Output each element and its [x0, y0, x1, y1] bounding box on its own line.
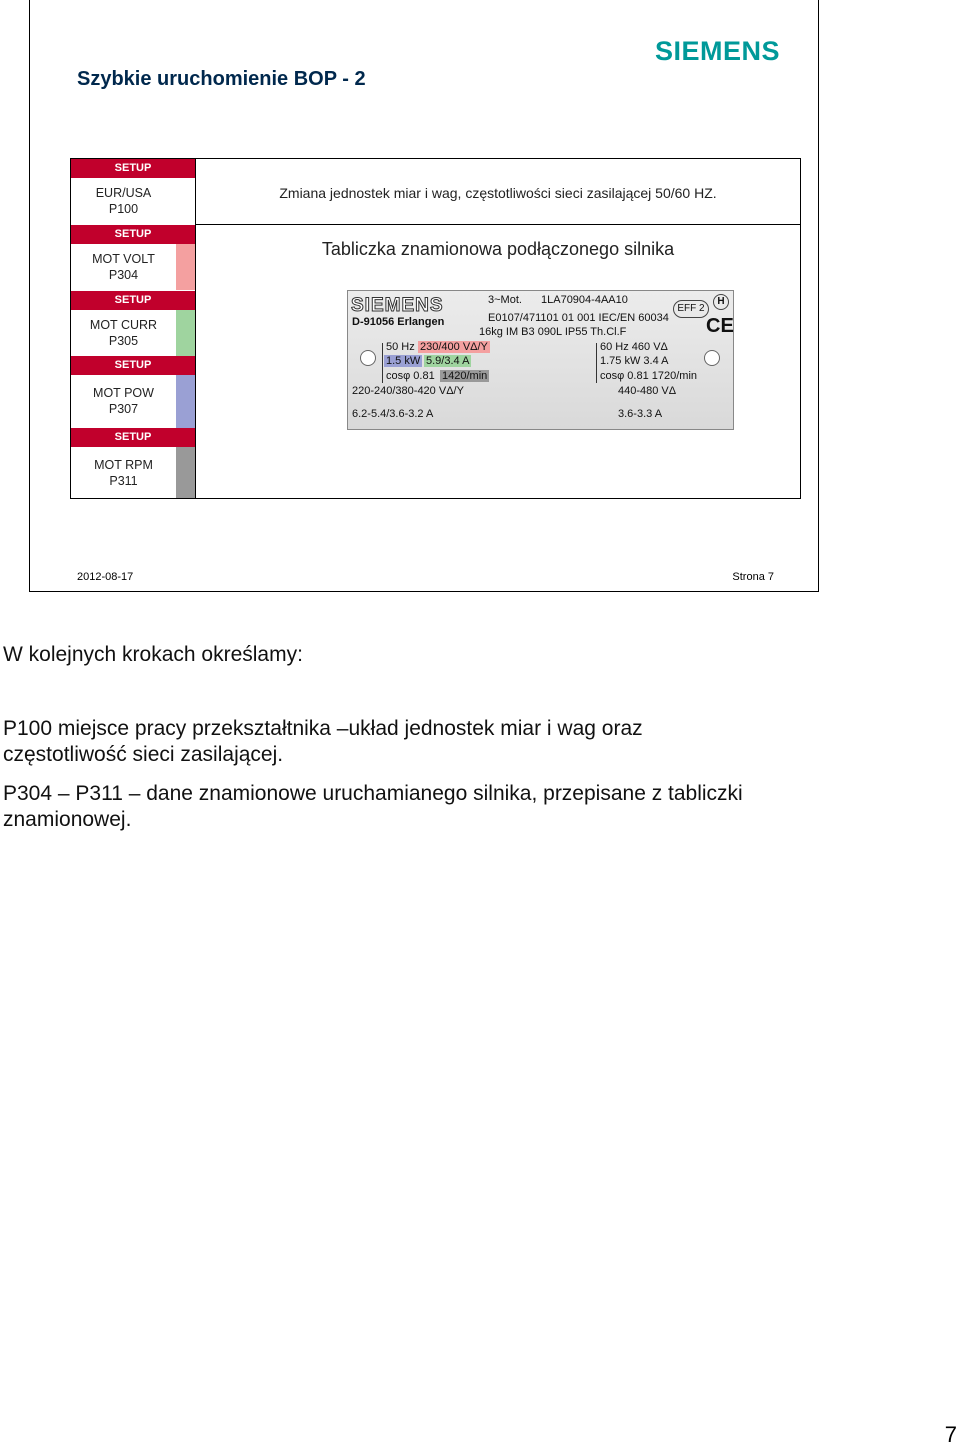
- nameplate-spec: 16kg IM B3 090L IP55 Th.Cl.F: [479, 326, 627, 338]
- nameplate-power-50: 1.5 kW: [386, 355, 421, 367]
- efficiency-badge: EFF 2: [673, 300, 709, 318]
- h-mark: H: [713, 294, 729, 310]
- param-p307: [71, 385, 176, 417]
- setup-header: SETUP: [71, 159, 195, 178]
- curr-color-bar: [176, 310, 195, 356]
- body-para2-line2: znamionowej.: [3, 808, 132, 831]
- slide-title: Szybkie uruchomienie BOP - 2: [77, 68, 366, 90]
- motor-nameplate: [347, 290, 734, 430]
- setup-header: SETUP: [71, 225, 195, 244]
- setup-header: SETUP: [71, 291, 195, 310]
- param-p305: [71, 317, 176, 349]
- units-description: Zmiana jednostek miar i wag, częstotliwości sieci zasilającej 50/60 HZ.: [279, 185, 717, 201]
- divider-line: [596, 343, 597, 383]
- param-label: EUR/USA: [95, 186, 152, 200]
- mounting-hole-icon: [704, 350, 720, 366]
- param-code: P305: [108, 334, 139, 348]
- parameter-table: [70, 158, 801, 499]
- nameplate-cos-60: cosφ 0.81 1720/min: [600, 370, 698, 382]
- nameplate-arange-50: 6.2-5.4/3.6-3.2 A: [352, 408, 434, 420]
- param-p311: [71, 457, 176, 489]
- footer-page: Strona 7: [732, 571, 774, 583]
- nameplate-vrange-50: 220-240/380-420 VΔ/Y: [352, 385, 464, 397]
- mounting-hole-icon: [360, 350, 376, 366]
- param-label: MOT CURR: [89, 318, 158, 332]
- footer-date: 2012-08-17: [77, 571, 134, 583]
- body-heading: W kolejnych krokach określamy:: [3, 643, 303, 666]
- param-label: MOT POW: [93, 386, 154, 400]
- param-p100: [71, 185, 176, 217]
- nameplate-vrange-60: 440-480 VΔ: [618, 385, 677, 397]
- param-code: P304: [108, 268, 139, 282]
- ce-mark: CE: [706, 315, 734, 337]
- nameplate-address: D-91056 Erlangen: [352, 316, 445, 328]
- nameplate-60hz: 60 Hz 460 VΔ: [600, 341, 668, 353]
- slide: [29, 0, 819, 592]
- row-divider: [196, 224, 800, 225]
- volt-color-bar: [176, 244, 195, 290]
- nameplate-cos-50: cosφ 0.81: [386, 370, 435, 382]
- body-para1-line2: częstotliwość sieci zasilającej.: [3, 743, 284, 766]
- nameplate-brand: SIEMENS: [351, 295, 444, 316]
- parameter-column: [71, 159, 196, 498]
- rpm-color-bar: [176, 447, 195, 498]
- param-label: MOT RPM: [94, 458, 153, 472]
- body-para1-line1: P100 miejsce pracy przekształtnika –układ jednostek miar i wag oraz: [3, 717, 643, 740]
- siemens-logo: SIEMENS: [655, 36, 781, 66]
- nameplate-arange-60: 3.6-3.3 A: [618, 408, 663, 420]
- nameplate-serial: E0107/471101 01 001 IEC/EN 60034: [488, 312, 669, 324]
- nameplate-rpm-50: 1420/min: [442, 370, 488, 382]
- param-code: P311: [109, 474, 138, 488]
- body-para2-line1: P304 – P311 – dane znamionowe uruchamianego silnika, przepisane z tabliczki: [3, 782, 743, 805]
- nameplate-caption: Tabliczka znamionowa podłączonego silnika: [321, 239, 675, 259]
- nameplate-voltage-50: 230/400 VΔ/Y: [420, 341, 488, 353]
- divider-line: [382, 343, 383, 383]
- nameplate-current-50: 5.9/3.4 A: [426, 355, 470, 367]
- pow-color-bar: [176, 375, 195, 428]
- param-code: P307: [108, 402, 139, 416]
- setup-header: SETUP: [71, 356, 195, 375]
- param-p304: [71, 251, 176, 283]
- param-code: P100: [108, 202, 139, 216]
- nameplate-power-60: 1.75 kW 3.4 A: [600, 355, 669, 367]
- nameplate-motor-type: 3~Mot.: [488, 294, 522, 306]
- page-number: 7: [944, 1422, 957, 1447]
- nameplate-order-no: 1LA70904-4AA10: [541, 294, 628, 306]
- nameplate-50hz: 50 Hz: [386, 341, 415, 353]
- param-label: MOT VOLT: [92, 252, 155, 266]
- setup-header: SETUP: [71, 428, 195, 447]
